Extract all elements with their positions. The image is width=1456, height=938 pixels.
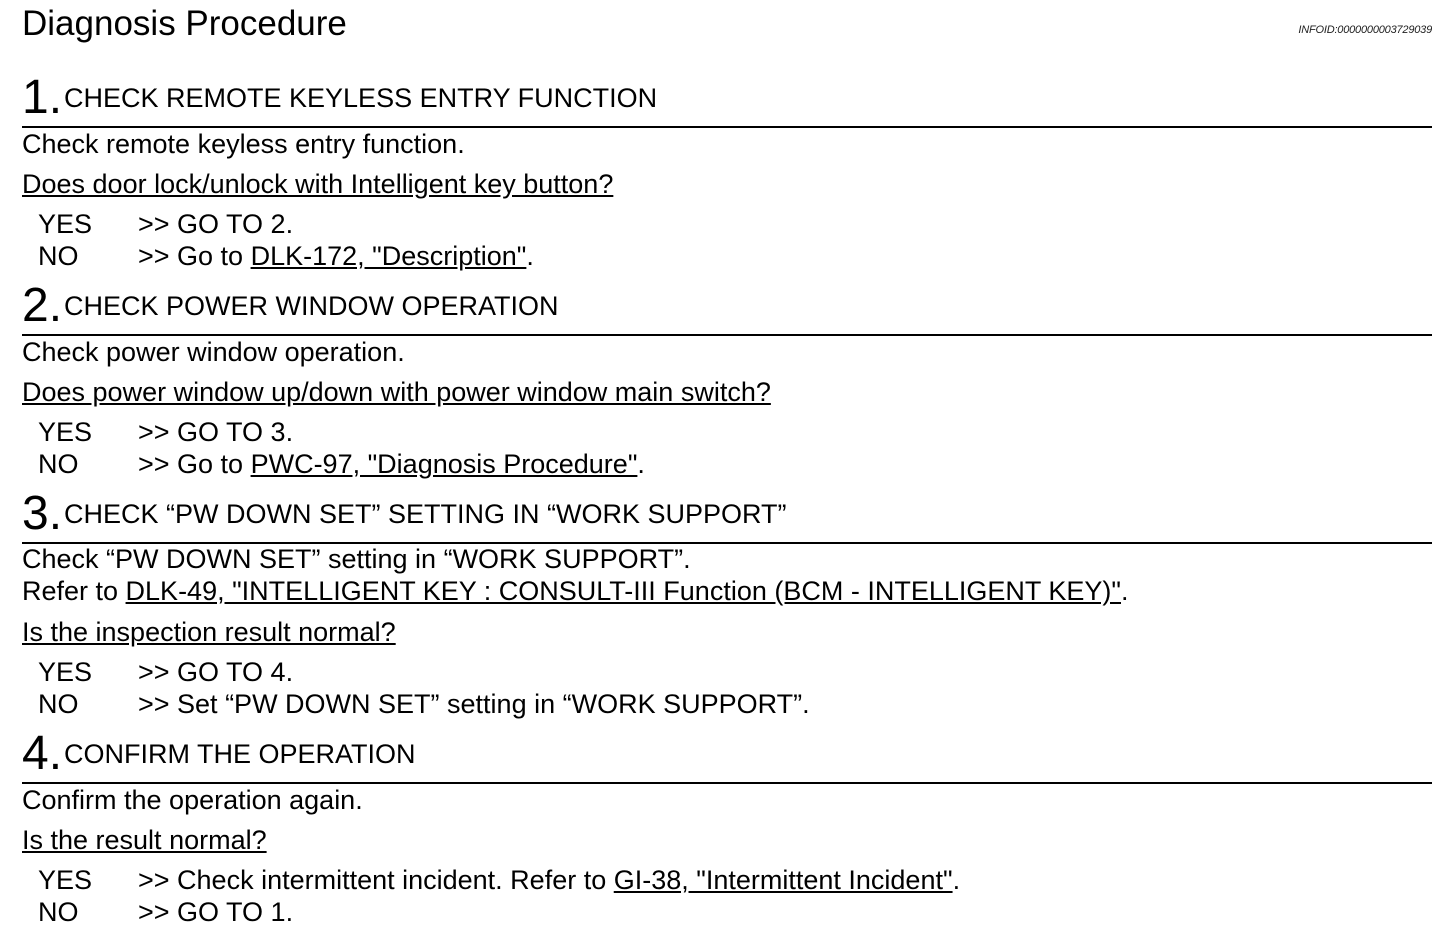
- refer-suffix: .: [1121, 576, 1129, 606]
- step-3-yes-label: YES: [38, 657, 93, 687]
- gi-38-link[interactable]: GI-38, "Intermittent Incident": [613, 865, 953, 895]
- page-title: Diagnosis Procedure: [22, 4, 347, 43]
- step-3-yes-action: >> GO TO 4.: [138, 657, 294, 687]
- step-title: CHECK REMOTE KEYLESS ENTRY FUNCTION: [64, 83, 658, 113]
- step-3-no-action: >> Set “PW DOWN SET” setting in “WORK SUPPORT”.: [138, 689, 810, 719]
- step-title: CONFIRM THE OPERATION: [64, 739, 416, 769]
- dlk-49-link[interactable]: DLK-49, "INTELLIGENT KEY : CONSULT-III Function (BCM - INTELLIGENT KEY)": [125, 576, 1121, 606]
- step-4-instruction: Confirm the operation again.: [22, 785, 363, 815]
- step-2-no-label: NO: [38, 449, 79, 479]
- step-4-yes-action: [138, 864, 960, 896]
- step-3-header: [22, 487, 1432, 544]
- step-number: 3.: [22, 487, 63, 540]
- dlk-172-link[interactable]: DLK-172, "Description": [250, 241, 527, 271]
- step-4-question: Is the result normal?: [22, 825, 267, 855]
- step-1-question: Does door lock/unlock with Intelligent key button?: [22, 169, 614, 199]
- no-prefix: >> Go to: [138, 449, 251, 479]
- step-3-refer: [22, 575, 1129, 607]
- step-3-question: Is the inspection result normal?: [22, 617, 396, 647]
- step-1-instruction: Check remote keyless entry function.: [22, 129, 465, 159]
- step-3-no-label: NO: [38, 689, 79, 719]
- step-4-no-label: NO: [38, 897, 79, 927]
- step-1-no-action: [138, 240, 534, 272]
- step-title: CHECK “PW DOWN SET” SETTING IN “WORK SUPPORT”: [64, 499, 787, 529]
- info-id: INFOID:0000000003729039: [1298, 24, 1432, 36]
- step-2-instruction: Check power window operation.: [22, 337, 405, 367]
- no-suffix: .: [526, 241, 534, 271]
- yes-prefix: >> Check intermittent incident. Refer to: [138, 865, 614, 895]
- no-prefix: >> Go to: [138, 241, 251, 271]
- step-1-yes-action: >> GO TO 2.: [138, 209, 294, 239]
- step-2-header: [22, 279, 1432, 336]
- step-4-header: [22, 727, 1432, 784]
- pwc-97-link[interactable]: PWC-97, "Diagnosis Procedure": [250, 449, 638, 479]
- step-1-yes-label: YES: [38, 209, 93, 239]
- step-number: 1.: [22, 71, 63, 124]
- step-title: CHECK POWER WINDOW OPERATION: [64, 291, 559, 321]
- step-3-instruction: Check “PW DOWN SET” setting in “WORK SUPPORT”.: [22, 544, 691, 574]
- step-2-no-action: [138, 448, 645, 480]
- step-2-yes-label: YES: [38, 417, 93, 447]
- no-suffix: .: [637, 449, 645, 479]
- refer-prefix: Refer to: [22, 576, 126, 606]
- step-4-no-action: >> GO TO 1.: [138, 897, 294, 927]
- step-2-question: Does power window up/down with power window main switch?: [22, 377, 771, 407]
- step-4-yes-label: YES: [38, 865, 93, 895]
- step-2-yes-action: >> GO TO 3.: [138, 417, 294, 447]
- step-number: 4.: [22, 727, 63, 780]
- step-1-header: [22, 71, 1432, 128]
- yes-suffix: .: [952, 865, 961, 895]
- step-number: 2.: [22, 279, 63, 332]
- step-1-no-label: NO: [38, 241, 79, 271]
